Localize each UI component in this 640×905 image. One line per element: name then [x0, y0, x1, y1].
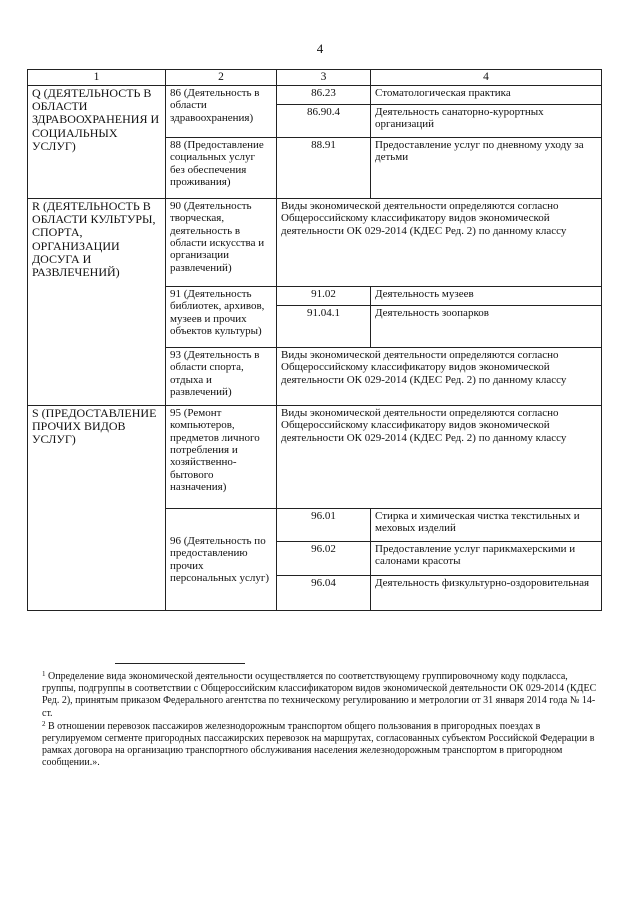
group-93-cell: 93 (Деятельность в области спорта, отдыха и развлечений) [166, 348, 277, 406]
footnote-2 [42, 720, 597, 770]
footnote-text: Определение вида экономической деятельности осуществляется по соответствующему группировочному коду подкласса, группы, подгруппы в соответствии с Общероссийским классификатором видов экономической деятельности ОК 029-2014 (КДЕС Ред. 2), принятым приказом Федерального агентства по техническому регулированию и метрологии от 31 января 2014 года № 14-ст. [42, 671, 597, 719]
description-cell: Стирка и химическая чистка текстильных и меховых изделий [371, 509, 602, 542]
section-s-cell: S (ПРЕДОСТАВЛЕНИЕ ПРОЧИХ ВИДОВ УСЛУГ) [28, 406, 166, 611]
description-cell: Деятельность зоопарков [371, 306, 602, 348]
code-cell: 96.04 [277, 576, 371, 611]
group-86-cell: 86 (Деятельность в области здравоохранения) [166, 86, 277, 138]
table-row [28, 86, 602, 105]
classifier-note-cell: Виды экономической деятельности определяются согласно Общероссийскому классификатору видов экономической деятельности ОК 029-2014 (КДЕС Ред. 2) по данному классу [277, 348, 602, 406]
table-row [28, 406, 602, 509]
code-cell: 96.02 [277, 542, 371, 576]
table-row [28, 199, 602, 287]
group-95-cell: 95 (Ремонт компьютеров, предметов личного потребления и хозяйственно-бытового назначения) [166, 406, 277, 509]
group-88-cell: 88 (Предоставление социальных услуг без обеспечения проживания) [166, 138, 277, 199]
footnote-text: В отношении перевозок пассажиров железнодорожным транспортом общего пользования в пригородных поездах в регулируемом сегменте пригородных пассажирских перевозок на маршрутах, согласованных субъектом Российской Федерации в рамках договора на организацию транспортного обслуживания населения железнодорожным транспортом в пригородном сообщении.». [42, 720, 595, 769]
footnote-1 [42, 670, 597, 720]
column-header: 3 [277, 70, 371, 86]
activity-table [27, 69, 602, 611]
classifier-note-cell: Виды экономической деятельности определяются согласно Общероссийскому классификатору видов экономической деятельности ОК 029-2014 (КДЕС Ред. 2) по данному классу [277, 406, 602, 509]
description-cell: Предоставление услуг по дневному уходу за детьми [371, 138, 602, 199]
code-cell: 86.23 [277, 86, 371, 105]
code-cell: 86.90.4 [277, 105, 371, 138]
page-number: 4 [316, 41, 324, 56]
footnotes [42, 670, 597, 770]
description-cell: Деятельность музеев [371, 287, 602, 306]
column-header: 4 [371, 70, 602, 86]
table-header-row [28, 70, 602, 86]
code-cell: 91.04.1 [277, 306, 371, 348]
description-cell: Деятельность санаторно-курортных организаций [371, 105, 602, 138]
group-96-cell: 96 (Деятельность по предоставлению прочих персональных услуг) [166, 509, 277, 611]
description-cell: Стоматологическая практика [371, 86, 602, 105]
group-91-cell: 91 (Деятельность библиотек, архивов, музеев и прочих объектов культуры) [166, 287, 277, 348]
description-cell: Деятельность физкультурно-оздоровительная [371, 576, 602, 611]
description-cell: Предоставление услуг парикмахерскими и салонами красоты [371, 542, 602, 576]
section-q-cell: Q (ДЕЯТЕЛЬНОСТЬ В ОБЛАСТИ ЗДРАВООХРАНЕНИЯ И СОЦИАЛЬНЫХ УСЛУГ) [28, 86, 166, 199]
group-90-cell: 90 (Деятельность творческая, деятельность в области искусства и организации развлечений) [166, 199, 277, 287]
code-cell: 91.02 [277, 287, 371, 306]
code-cell: 88.91 [277, 138, 371, 199]
classifier-note-cell: Виды экономической деятельности определяются согласно Общероссийскому классификатору видов экономической деятельности ОК 029-2014 (КДЕС Ред. 2) по данному классу [277, 199, 602, 287]
footnote-divider [115, 663, 245, 664]
code-cell: 96.01 [277, 509, 371, 542]
footnote-mark: 2 [42, 719, 46, 728]
section-r-cell: R (ДЕЯТЕЛЬНОСТЬ В ОБЛАСТИ КУЛЬТУРЫ, СПОРТА, ОРГАНИЗАЦИИ ДОСУГА И РАЗВЛЕЧЕНИЙ) [28, 199, 166, 406]
column-header: 1 [28, 70, 166, 86]
column-header: 2 [166, 70, 277, 86]
footnote-mark: 1 [42, 670, 46, 678]
